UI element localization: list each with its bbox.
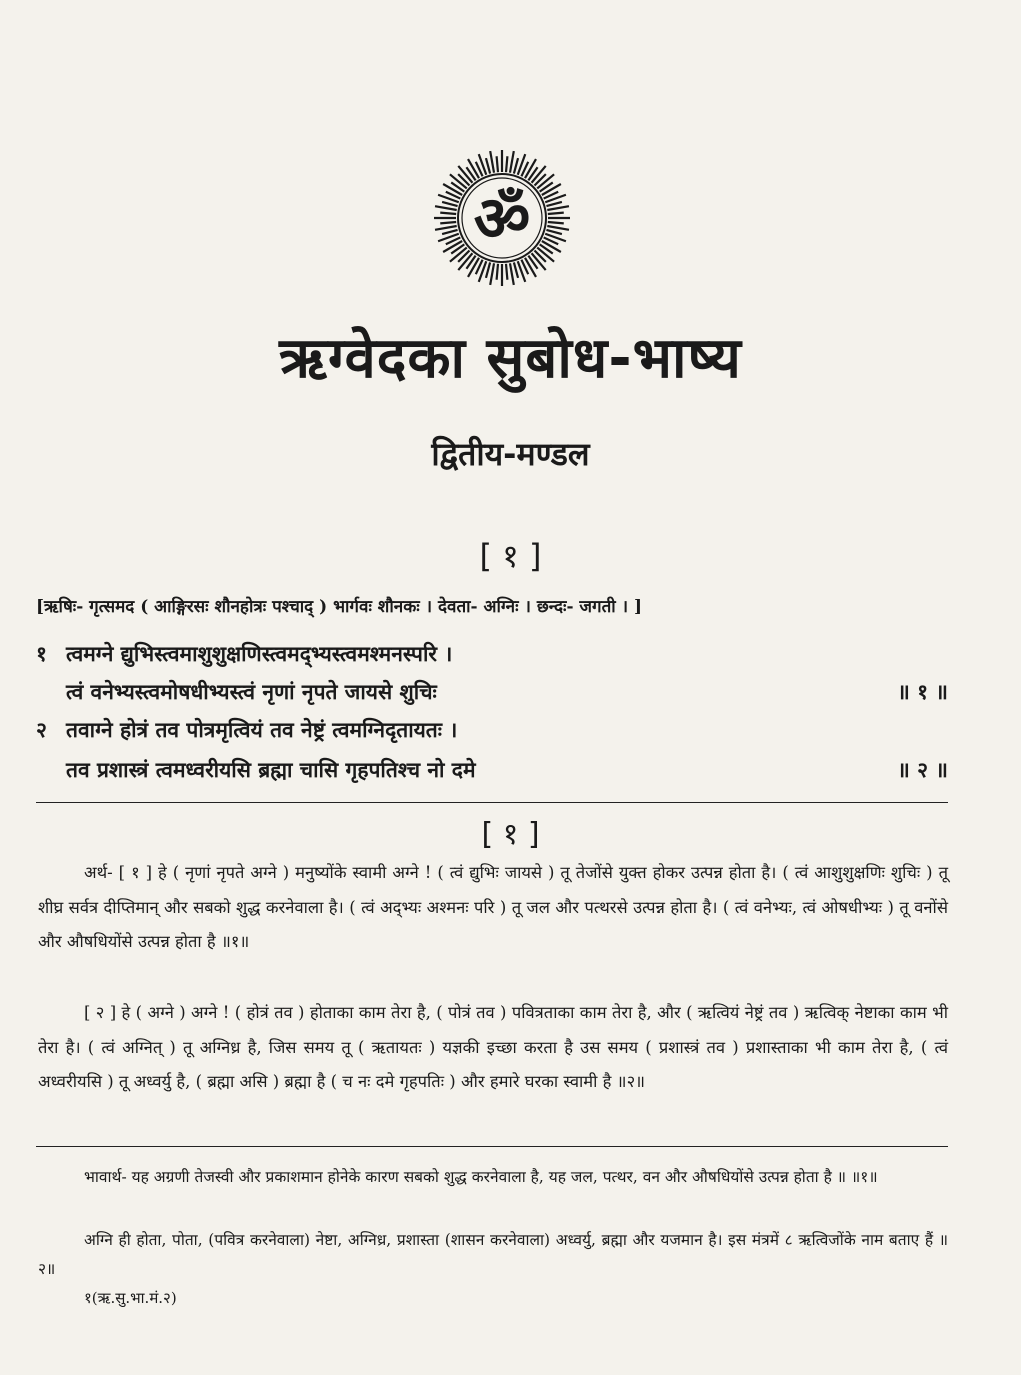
sunburst-ray bbox=[506, 264, 507, 280]
artha-paragraph-2 bbox=[38, 996, 948, 1100]
sunburst-ray bbox=[525, 258, 536, 277]
sunburst-ray bbox=[514, 158, 518, 173]
sunburst-ray bbox=[442, 202, 457, 206]
book-title: ऋग्वेदका सुबोध-भाष्य bbox=[279, 326, 742, 391]
verse-text: त्वं वनेभ्यस्त्वमोषधीभ्यस्त्वं नृणां नृपते जायसे शुचिः bbox=[66, 679, 437, 704]
hymn-number-commentary: [ १ ] bbox=[481, 817, 540, 852]
sunburst-ray bbox=[546, 230, 561, 234]
sunburst-ray bbox=[497, 264, 498, 280]
sunburst-ray bbox=[468, 258, 479, 277]
sunburst-ray bbox=[443, 184, 462, 195]
sunburst-ray bbox=[440, 222, 456, 223]
om-icon bbox=[432, 148, 572, 288]
page-reference: १(ऋ.सु.भा.मं.२) bbox=[84, 1289, 177, 1307]
artha-paragraph-1 bbox=[38, 856, 948, 960]
bhavarth-text-2: अग्नि ही होता, पोता, (पवित्र करनेवाला) नेष्टा, अग्निध्र, प्रशास्ता (शासन करनेवाला) अध्वर्यु, ब्रह्मा और यजमान है। इस मंत्रमें ८ ऋत्विजोंके नाम बताए हैं ॥२॥ bbox=[38, 1231, 948, 1278]
sunburst-ray bbox=[510, 263, 514, 285]
hymn-number: [ १ ] bbox=[479, 537, 542, 575]
sunburst-ray bbox=[548, 213, 564, 214]
verse-number: १ bbox=[36, 641, 47, 666]
sunburst-ray bbox=[497, 156, 498, 172]
verse-text: त्वमग्ने द्युभिस्त्वमाशुशुक्षणिस्त्वमद्भ्यस्त्वमश्मनस्परि । bbox=[66, 641, 453, 666]
bhavarth-paragraph-1 bbox=[38, 1163, 948, 1192]
artha-text-1: अर्थ- [ १ ] हे ( नृणां नृपते अग्ने ) मनुष्योंके स्वामी अग्ने ! ( त्वं द्युभिः जायसे ) तू तेजोंसे युक्त होकर उत्पन्न होता है। ( त्वं आशुशुक्षणिः शुचिः ) तू शीघ्र सर्वत्र दीप्तिमान् और सबको शुद्ध करनेवाला है। ( त्वं अद्भ्यः अश्मनः परि ) तू जल और पत्थरसे उत्पन्न होता है। ( त्वं वनेभ्यः, त्वं ओषधीभ्यः ) तू वनोंसे और औषधियोंसे उत्पन्न होता है ॥१॥ bbox=[38, 863, 948, 951]
om-glyph: ॐ bbox=[473, 182, 531, 255]
verse-text: तव प्रशास्त्रं त्वमध्वरीयसि ब्रह्मा चासि गृहपतिश्च नो दमे bbox=[66, 757, 476, 782]
sunburst-ray bbox=[542, 241, 561, 252]
sunburst-ray bbox=[506, 156, 507, 172]
sunburst-ray bbox=[542, 184, 561, 195]
om-emblem bbox=[432, 148, 572, 288]
sunburst-ray bbox=[443, 241, 462, 252]
verse-line bbox=[36, 716, 948, 744]
verse-number: २ bbox=[36, 717, 47, 742]
sunburst-ray bbox=[510, 151, 514, 173]
sunburst-ray bbox=[546, 202, 561, 206]
sunburst-ray bbox=[548, 222, 564, 223]
sunburst-ray bbox=[435, 206, 457, 210]
sunburst-ray bbox=[490, 151, 494, 173]
verse-line bbox=[36, 678, 948, 706]
sunburst-ray bbox=[525, 159, 536, 178]
verse-line bbox=[36, 756, 948, 784]
sunburst-ray bbox=[486, 158, 490, 173]
verse-text: तवाग्ने होत्रं तव पोत्रमृत्वियं तव नेष्ट्रं त्वमग्निदृतायतः । bbox=[66, 717, 458, 742]
sunburst-ray bbox=[547, 206, 569, 210]
sunburst-ray bbox=[440, 213, 456, 214]
artha-text-2: [ २ ] हे ( अग्ने ) अग्ने ! ( होत्रं तव ) होताका काम तेरा है, ( पोत्रं तव ) पवित्रताका काम तेरा है, और ( ऋत्वियं नेष्ट्रं तव ) ऋत्विक् नेष्टाका काम भी तेरा है। ( त्वं अग्नित् ) तू अग्निध्र है, जिस समय तू ( ऋतायतः ) यज्ञकी इच्छा करता है उस समय ( प्रशास्त्रं तव ) प्रशास्ताका भी काम तेरा है, ( त्वं अध्वरीयसि ) तू अध्वर्यु है, ( ब्रह्मा असि ) ब्रह्मा है ( च नः दमे गृहपतिः ) और हमारे घरका स्वामी है ॥२॥ bbox=[38, 1003, 948, 1091]
bhavarth-paragraph-2 bbox=[38, 1226, 948, 1284]
mandal-subtitle: द्वितीय-मण्डल bbox=[431, 435, 590, 473]
verse-end-marker: ॥ २ ॥ bbox=[897, 757, 948, 782]
verse-line bbox=[36, 640, 948, 668]
sunburst-ray bbox=[514, 262, 518, 277]
bhavarth-text-1: भावार्थ- यह अग्रणी तेजस्वी और प्रकाशमान होनेके कारण सबको शुद्ध करनेवाला है, यह जल, पत्थर, वन और औषधियोंसे उत्पन्न होता है ॥ ॥१॥ bbox=[84, 1168, 878, 1186]
sunburst-ray bbox=[486, 262, 490, 277]
sunburst-ray bbox=[435, 226, 457, 230]
sunburst-ray bbox=[547, 226, 569, 230]
verse-end-marker: ॥ १ ॥ bbox=[897, 679, 948, 704]
divider-rule bbox=[36, 1146, 948, 1147]
sunburst-ray bbox=[468, 159, 479, 178]
sunburst-ray bbox=[442, 230, 457, 234]
sunburst-ray bbox=[490, 263, 494, 285]
rishi-devata-chhanda-line: [ऋषिः- गृत्समद ( आङ्गिरसः शौनहोत्रः पश्चाद् ) भार्गवः शौनकः । देवता- अग्निः । छन्दः- जगती । ] bbox=[36, 597, 643, 617]
divider-rule bbox=[36, 802, 948, 803]
